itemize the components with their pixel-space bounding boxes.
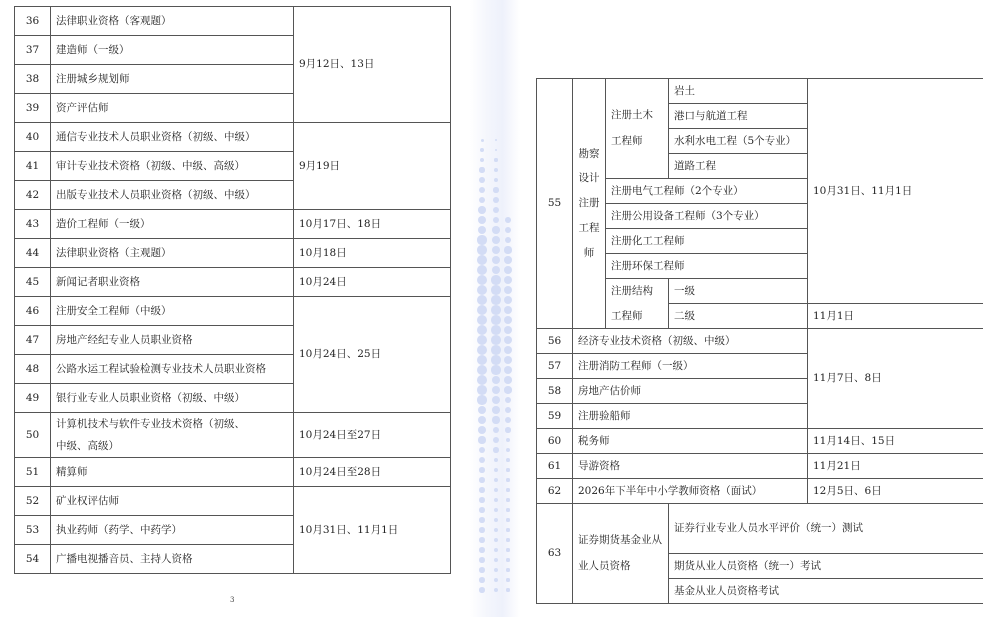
decorative-dot [494, 568, 498, 572]
qualification-name: 通信专业技术人员职业资格（初级、中级） [51, 123, 294, 152]
decorative-dot [479, 477, 484, 482]
decorative-dot [494, 578, 498, 582]
civil-item: 岩土 [669, 79, 808, 104]
exam-date: 10月24日 [294, 268, 451, 297]
decorative-dot [504, 366, 512, 374]
decorative-dot [493, 447, 498, 452]
decorative-dot [504, 316, 513, 325]
group-label: 勘察设计注册工程师 [573, 79, 606, 329]
decorative-dot [491, 365, 500, 374]
decorative-dot [491, 355, 500, 364]
row-number: 59 [537, 404, 573, 429]
row-number: 46 [15, 297, 51, 326]
row-number: 54 [15, 545, 51, 574]
exam-date: 11月1日 [808, 304, 983, 329]
qualification-name: 执业药师（药学、中药学） [51, 516, 294, 545]
decorative-dot [494, 468, 498, 472]
exam-date: 10月18日 [294, 239, 451, 268]
decorative-dot [477, 235, 486, 244]
decorative-dot [477, 275, 487, 285]
decorative-dot [506, 468, 509, 471]
decorative-dot [494, 538, 498, 542]
decorative-dot [495, 139, 497, 141]
decorative-dot [477, 375, 487, 385]
decorative-dot [491, 345, 501, 355]
qualification-name: 注册化工工程师 [606, 229, 808, 254]
decorative-dot [491, 295, 501, 305]
qualification-name: 计算机技术与软件专业技术资格（初级、中级、高级） [51, 413, 294, 458]
decorative-dot [506, 508, 509, 511]
qualification-name: 造价工程师（一级） [51, 210, 294, 239]
row-number: 45 [15, 268, 51, 297]
decorative-dot [504, 296, 512, 304]
qualification-name: 2026年下半年中小学教师资格（面试） [573, 479, 808, 504]
qualification-name: 法律职业资格（客观题） [51, 7, 294, 36]
decorative-dot [479, 587, 484, 592]
qualification-name: 法律职业资格（主观题） [51, 239, 294, 268]
decorative-dot [477, 385, 487, 395]
decorative-dot [506, 568, 509, 571]
decorative-dot [492, 396, 500, 404]
qualification-name: 公路水运工程试验检测专业技术人员职业资格 [51, 355, 294, 384]
decorative-dot [493, 427, 500, 434]
decorative-dot [479, 567, 484, 572]
exam-date: 10月24日、25日 [294, 297, 451, 413]
decorative-dot [477, 295, 488, 306]
decorative-dot [505, 417, 511, 423]
decorative-dot [493, 217, 500, 224]
decorative-dot [495, 149, 497, 151]
qualification-name: 资产评估师 [51, 94, 294, 123]
decorative-dot [492, 266, 501, 275]
table-row [15, 210, 451, 239]
decorative-dot [493, 437, 499, 443]
civil-engineer-label: 注册土木工程师 [606, 79, 669, 179]
structural-level: 一级 [669, 279, 808, 304]
decorative-dot [477, 325, 488, 336]
exam-date: 11月21日 [808, 454, 983, 479]
decorative-dot [506, 518, 509, 521]
decorative-dot [505, 427, 510, 432]
decorative-dot [479, 457, 485, 463]
decorative-dot [493, 197, 499, 203]
decorative-dot [479, 177, 485, 183]
decorative-dot [494, 478, 498, 482]
decorative-dot [478, 426, 486, 434]
decorative-dot [479, 517, 484, 522]
decorative-dot [494, 498, 498, 502]
exam-date: 9月19日 [294, 123, 451, 210]
decorative-dot [477, 335, 488, 346]
row-number: 42 [15, 181, 51, 210]
row-number: 38 [15, 65, 51, 94]
qualification-name: 精算师 [51, 458, 294, 487]
exam-date: 10月17日、18日 [294, 210, 451, 239]
row-number: 39 [15, 94, 51, 123]
decorative-dot [479, 527, 484, 532]
decorative-dot [504, 246, 511, 253]
decorative-dot [477, 395, 486, 404]
qualification-name: 广播电视播音员、主持人资格 [51, 545, 294, 574]
decorative-dot [492, 226, 499, 233]
decorative-dot [493, 187, 498, 192]
decorative-dot [477, 355, 488, 366]
decorative-dot [479, 507, 484, 512]
decorative-dot [504, 256, 511, 263]
row-number: 37 [15, 36, 51, 65]
qualification-name: 审计专业技术资格（初级、中级、高级） [51, 152, 294, 181]
decorative-dot [493, 207, 499, 213]
qualification-name: 注册电气工程师（2个专业） [606, 179, 808, 204]
row-number: 52 [15, 487, 51, 516]
decorative-dot [491, 325, 501, 335]
decorative-dot [491, 275, 500, 284]
decorative-dot [505, 217, 511, 223]
decorative-dot [477, 305, 488, 316]
decorative-dot [504, 336, 513, 345]
page-number: 3 [230, 596, 235, 604]
qualification-name: 银行业专业人员职业资格（初级、中级） [51, 384, 294, 413]
decorative-dot [492, 416, 499, 423]
decorative-dot [506, 498, 509, 501]
qualification-name: 期货从业人员资格（统一）考试 [669, 554, 983, 579]
decorative-dot [491, 335, 501, 345]
decorative-dot [479, 197, 486, 204]
decorative-dot [480, 158, 484, 162]
decorative-dot [494, 518, 498, 522]
decorative-dot [492, 256, 501, 265]
table-row [15, 7, 451, 36]
row-number: 40 [15, 123, 51, 152]
qualification-name: 注册消防工程师（一级） [573, 354, 808, 379]
decorative-dot [479, 167, 484, 172]
decorative-dot [506, 578, 509, 581]
page-gutter [470, 0, 520, 617]
decorative-dot [505, 237, 512, 244]
decorative-dot [479, 547, 484, 552]
row-number: 57 [537, 354, 573, 379]
qualification-name: 经济专业技术资格（初级、中级） [573, 329, 808, 354]
row-number: 56 [537, 329, 573, 354]
decorative-dot [504, 386, 511, 393]
qualification-name: 注册验船师 [573, 404, 808, 429]
decorative-dot [492, 376, 501, 385]
row-number: 43 [15, 210, 51, 239]
decorative-dot [506, 528, 509, 531]
decorative-dot [479, 557, 484, 562]
exam-date: 9月12日、13日 [294, 7, 451, 123]
decorative-dot [506, 588, 509, 591]
decorative-dot [504, 286, 512, 294]
decorative-dot [504, 326, 513, 335]
decorative-dot [479, 467, 484, 472]
decorative-dot [494, 588, 498, 592]
decorative-dot [478, 406, 487, 415]
row-number: 47 [15, 326, 51, 355]
qualification-name: 注册公用设备工程师（3个专业） [606, 204, 808, 229]
exam-date: 10月24日至27日 [294, 413, 451, 458]
decorative-dot [506, 478, 509, 481]
row-number: 49 [15, 384, 51, 413]
qualification-name: 基金从业人员资格考试 [669, 579, 983, 604]
decorative-dot [477, 345, 488, 356]
decorative-dot [492, 406, 500, 414]
row-number: 36 [15, 7, 51, 36]
decorative-dot [505, 227, 511, 233]
decorative-dot [477, 365, 487, 375]
qualification-name: 房地产经纪专业人员职业资格 [51, 326, 294, 355]
decorative-dot [494, 558, 498, 562]
structural-level: 二级 [669, 304, 808, 329]
decorative-dot [479, 497, 484, 502]
row-number: 60 [537, 429, 573, 454]
qualification-name: 新闻记者职业资格 [51, 268, 294, 297]
decorative-dot [492, 246, 500, 254]
row-number: 48 [15, 355, 51, 384]
table-row [15, 413, 451, 458]
row-number: 50 [15, 413, 51, 458]
decorative-dot [506, 558, 509, 561]
decorative-dot [478, 416, 486, 424]
exam-date: 10月31日、11月1日 [808, 79, 983, 304]
decorative-dot [479, 537, 484, 542]
decorative-dot [494, 508, 498, 512]
table-row [15, 239, 451, 268]
table-row [15, 458, 451, 487]
qualification-name: 证券行业专业人员水平评价（统一）测试 [669, 504, 983, 554]
decorative-dot [477, 315, 488, 326]
decorative-dot [478, 226, 487, 235]
row-number: 53 [15, 516, 51, 545]
table-row [15, 268, 451, 297]
qualification-name: 注册环保工程师 [606, 254, 808, 279]
group-label: 证券期货基金业从业人员资格 [573, 504, 669, 604]
row-number: 44 [15, 239, 51, 268]
left-page [0, 0, 470, 617]
qualification-name: 导游资格 [573, 454, 808, 479]
decorative-dot [504, 346, 512, 354]
decorative-dot [494, 528, 498, 532]
qualification-name: 税务师 [573, 429, 808, 454]
decorative-dot [478, 216, 486, 224]
row-number: 51 [15, 458, 51, 487]
exam-schedule-table-right [536, 78, 983, 604]
qualification-name: 房地产估价师 [573, 379, 808, 404]
decorative-dot [494, 548, 498, 552]
decorative-dot [481, 139, 484, 142]
exam-date: 11月14日、15日 [808, 429, 983, 454]
decorative-dot [494, 168, 498, 172]
civil-item: 道路工程 [669, 154, 808, 179]
exam-schedule-table-left [14, 6, 451, 574]
decorative-dot [477, 255, 487, 265]
decorative-dot [506, 538, 509, 541]
decorative-dot [477, 285, 488, 296]
decorative-dot [506, 438, 511, 443]
decorative-dot [491, 315, 501, 325]
decorative-dot [504, 376, 512, 384]
decorative-dot [491, 305, 501, 315]
decorative-dot [479, 447, 486, 454]
decorative-dot [494, 458, 499, 463]
row-number: 62 [537, 479, 573, 504]
decorative-dot [477, 265, 487, 275]
decorative-dot [479, 187, 485, 193]
table-row [15, 123, 451, 152]
exam-date: 10月31日、11月1日 [294, 487, 451, 574]
decorative-dot [506, 548, 509, 551]
exam-date: 11月7日、8日 [808, 329, 983, 429]
qualification-name: 注册安全工程师（中级） [51, 297, 294, 326]
row-number: 58 [537, 379, 573, 404]
decorative-dot [494, 488, 498, 492]
structural-engineer-label: 注册结构工程师 [606, 279, 669, 329]
decorative-dot [494, 178, 498, 182]
civil-item: 水利水电工程（5个专业） [669, 129, 808, 154]
row-number: 55 [537, 79, 573, 329]
decorative-dot [506, 448, 510, 452]
decorative-dot [504, 356, 512, 364]
exam-date: 10月24日至28日 [294, 458, 451, 487]
row-number: 41 [15, 152, 51, 181]
decorative-dot [479, 577, 484, 582]
decorative-dot [478, 206, 486, 214]
exam-date: 12月5日、6日 [808, 479, 983, 504]
decorative-dot [504, 276, 512, 284]
table-row [15, 297, 451, 326]
decorative-dot [492, 386, 500, 394]
qualification-name: 建造师（一级） [51, 36, 294, 65]
table-row [15, 487, 451, 516]
right-page [520, 0, 983, 617]
decorative-dot [478, 436, 485, 443]
decorative-dot [504, 306, 513, 315]
civil-item: 港口与航道工程 [669, 104, 808, 129]
decorative-dot [505, 407, 511, 413]
decorative-dot [506, 488, 509, 491]
row-number: 63 [537, 504, 573, 604]
decorative-dot [480, 148, 484, 152]
decorative-dot [494, 158, 497, 161]
decorative-dot [477, 245, 486, 254]
decorative-dot [492, 236, 500, 244]
decorative-dot [504, 266, 512, 274]
qualification-name: 注册城乡规划师 [51, 65, 294, 94]
decorative-dot [506, 458, 510, 462]
decorative-dot [505, 397, 512, 404]
qualification-name: 矿业权评估师 [51, 487, 294, 516]
decorative-dot [491, 285, 500, 294]
qualification-name: 出版专业技术人员职业资格（初级、中级） [51, 181, 294, 210]
row-number: 61 [537, 454, 573, 479]
decorative-dot [479, 487, 484, 492]
